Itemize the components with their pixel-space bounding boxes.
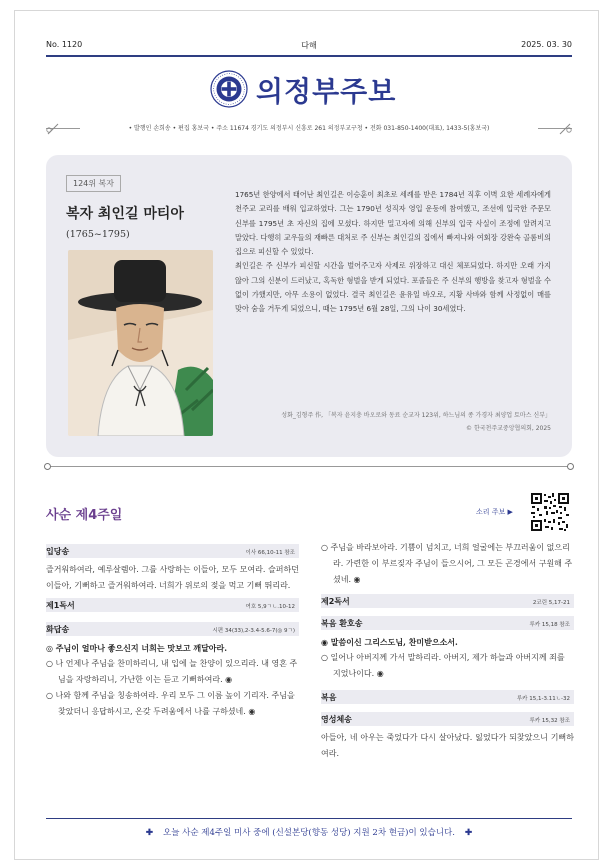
diocese-seal-icon [210, 70, 248, 108]
divider-dot-left [44, 463, 51, 470]
entrance-label: 입당송 [46, 547, 70, 556]
image-credit [235, 409, 551, 435]
gospel-acclamation-response: ◉ 말씀이신 그리스도님, 찬미받으소서. [321, 637, 458, 647]
issue-date: 2025. 03. 30 [521, 40, 572, 49]
psalm-ref: 시편 34(33),2-3.4-5.6-7(◎ 9ㄱ) [212, 627, 295, 634]
publisher-info-bar [46, 118, 572, 140]
issue-number: No. 1120 [46, 40, 83, 49]
audio-bulletin-link[interactable]: 소리 주보 ▶ [476, 508, 513, 516]
publisher-info: • 발행인 손희송 • 편집 홍보국 • 주소 11674 경기도 의정부시 신흥로 261 의정부교구청 • 전화 031-850-1400(대표), 1433-5(홍보국) [80, 121, 538, 137]
psalm-verse-1: ○ 나 언제나 주님을 찬미하리니, 내 입에 늘 찬양이 있으리라. 내 영혼 주님을 자랑하리니, 가난한 이는 듣고 기뻐하여라. ◉ [46, 659, 298, 684]
section-header-entrance [46, 544, 299, 558]
corner-ornament-right-icon [558, 120, 572, 136]
communion-antiphon: 아들아, 네 아우는 죽었다가 다시 살아났다. 잃었다가 되찾았으니 기뻐하여라. [321, 733, 574, 758]
top-bar [46, 40, 572, 52]
cross-icon-left: ✚ [145, 828, 154, 838]
credit-artwork: 성화_김형주 作, 「복자 윤지충 바오로와 동료 순교자 123위, 하느님의 종 가경자 최양업 토마스 신부」 [281, 412, 551, 419]
saint-biography [235, 188, 551, 317]
section-header-gospel [321, 690, 574, 704]
psalm-response: ◎ 주님이 얼마나 좋으신지 너희는 맛보고 깨달아라. [46, 643, 228, 653]
newsletter-title: 의정부주보 [256, 75, 397, 108]
psalm-verse-2: ○ 나와 함께 주님을 칭송하여라. 우리 모두 그 이름 높이 기리자. 주님을 찾았더니 응답하시고, 온갖 두려움에서 나를 구하셨네. ◉ [46, 691, 295, 716]
notice-text: 오늘 사순 제4주일 미사 중에 (신설본당(향동 성당) 지원 2차 현금)이 있습니다. [163, 828, 455, 838]
corner-ornament-left-icon [46, 120, 60, 136]
liturgy-column-right [321, 540, 574, 766]
section-header-gospel-acclamation [321, 616, 574, 630]
gospel-acclamation-verse: ○ 일어나 아버지께 가서 말하리라. 아버지, 제가 하늘과 아버지께 죄를 지었나이다. ◉ [321, 653, 565, 678]
header-rule [46, 55, 572, 57]
saint-portrait [68, 250, 213, 436]
cross-icon-right: ✚ [464, 828, 473, 838]
feature-badge: 124위 복자 [66, 175, 121, 192]
footer-notice [46, 826, 572, 838]
communion-label: 영성체송 [321, 715, 352, 724]
portrait-illustration [68, 250, 213, 436]
credit-copyright: © 한국천주교중앙협의회, 2025 [466, 425, 551, 432]
entrance-ref: 이사 66,10-11 참조 [245, 549, 295, 556]
section-header-psalm [46, 622, 299, 636]
saint-name: 복자 최인길 마티아 [66, 206, 184, 222]
psalm-verse-3: ○ 주님을 바라보아라. 기쁨이 넘치고, 너희 얼굴에는 부끄러움이 없으리라. 가련한 이 부르짖자 주님이 들으시어, 그 모든 곤경에서 구원해 주셨네. ◉ [321, 543, 573, 584]
reading1-label: 제1독서 [46, 601, 75, 610]
gospel-acclamation-label: 복음 환호송 [321, 619, 363, 628]
entrance-antiphon: 즐거워하여라, 예루살렘아. 그를 사랑하는 이들아, 모두 모여라. 슬퍼하던 이들아, 기뻐하고 즐거워하여라. 너희가 위로의 젖을 먹고 기뻐 뛰리라. [46, 565, 299, 590]
psalm-label: 화답송 [46, 625, 70, 634]
communion-ref: 루카 15,32 참조 [529, 717, 570, 724]
gospel-acclamation-ref: 루카 15,18 참조 [529, 621, 570, 628]
qr-code-icon[interactable] [530, 492, 570, 532]
gospel-label: 복음 [321, 693, 337, 702]
footer-rule [46, 818, 572, 819]
section-divider [46, 466, 572, 467]
gospel-ref: 루카 15,1-3.11ㄴ-32 [516, 695, 570, 702]
section-header-reading2 [321, 594, 574, 608]
biography-paragraph-2: 최인길은 주 신부가 피신할 시간을 벌어주고자 사제로 위장하고 대신 체포되었다. 하지만 오래 가지 않아 그의 신분이 드러났고, 혹독한 형벌을 받게 되었다. 포졸들은 주 신부의 행방을 찾고자 형벌을 수없이 가했지만, 아무 소용이 없었다. 결국 최인길은 윤유일 바오로, 지황 사바와 함께 사정없이 매를 맞아 숨을 거두게 되었으니, 때는 1795년 6월 28일, 그의 나이 30세였다. [235, 261, 551, 314]
liturgical-day-title: 사순 제4주일 [46, 508, 123, 523]
divider-dot-right [567, 463, 574, 470]
liturgy-column-left [46, 540, 299, 720]
section-header-communion [321, 712, 574, 726]
reading1-ref: 여호 5,9ㄱㄴ.10-12 [245, 603, 295, 610]
year-cycle: 다해 [301, 41, 317, 50]
saint-years: (1765~1795) [66, 229, 130, 240]
saint-feature-panel [46, 155, 572, 457]
section-header-reading1 [46, 598, 299, 612]
biography-paragraph-1: 1765년 한양에서 태어난 최인길은 이승훈이 최초로 세례를 받은 1784년 직후 이벽 요한 세례자에게 천주교 교리를 배워 입교하였다. 그는 1790년 성직자 영입 운동에 참여했고, 조선에 입국한 주문모 신부를 1795년 초 자신의 집에 모셨다. 하지만 밀고자에 의해 신부의 입국 사실이 조정에 알려지고 말았다. 다행히 교우들의 재빠른 대처로 주 신부는 최인길의 집에서 빠져나와 여회장 강완숙 골롬비의 집으로 피신할 수 있었다. [235, 190, 551, 257]
reading2-ref: 2코린 5,17-21 [532, 599, 570, 606]
reading2-label: 제2독서 [321, 597, 350, 606]
